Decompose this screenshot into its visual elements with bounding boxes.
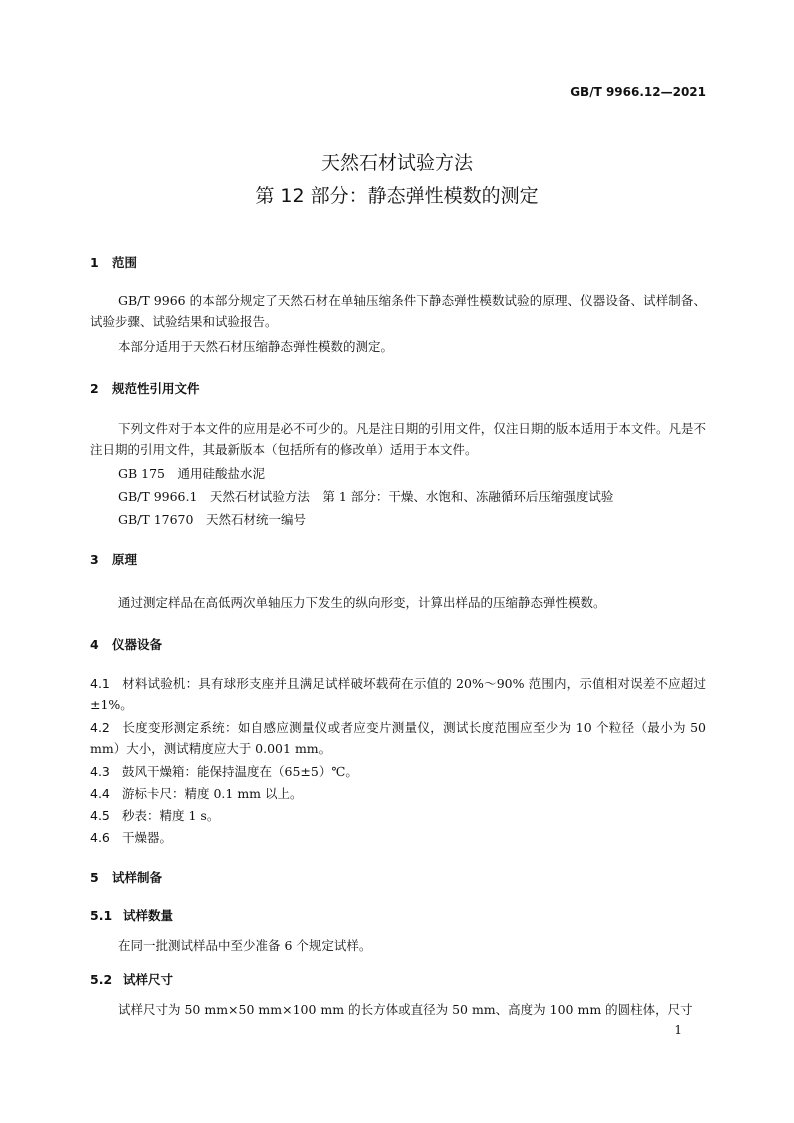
- equipment-item: [90, 783, 706, 804]
- section-number: 1: [90, 255, 99, 270]
- item-text: 长度变形测定系统：如自感应测量仪或者应变片测量仪，测试长度范围应至少为 10 个粒径（最小为 50 mm）大小，测试精度应大于 0.001 mm。: [90, 720, 706, 756]
- section-3-heading: [90, 550, 137, 568]
- section-title: 仪器设备: [112, 637, 163, 652]
- item-text: 材料试验机：具有球形支座并且满足试样破坏载荷在示值的 20%～90% 范围内，示值相对误差不应超过 ±1%。: [90, 676, 706, 712]
- equipment-item: [90, 761, 706, 782]
- item-number: 4.3: [90, 764, 110, 779]
- section-2-paragraph-1: 下列文件对于本文件的应用是必不可少的。凡是注日期的引用文件，仅注日期的版本适用于本文件。凡是不注日期的引用文件，其最新版本（包括所有的修改单）适用于本文件。: [90, 421, 706, 457]
- standard-number: GB/T 9966.12—2021: [570, 85, 706, 99]
- section-number: 4: [90, 637, 99, 652]
- section-1-heading: [90, 253, 137, 271]
- section-1-paragraph-2: 本部分适用于天然石材压缩静态弹性模数的测定。: [118, 339, 394, 354]
- item-number: 4.4: [90, 786, 110, 801]
- section-title: 范围: [112, 255, 138, 270]
- item-text: 鼓风干燥箱：能保持温度在（65±5）℃。: [122, 764, 358, 779]
- equipment-item: [90, 673, 706, 715]
- subsection-5-2-heading: [90, 970, 173, 988]
- page-number: 1: [674, 1023, 682, 1037]
- subsection-number: 5.2: [90, 972, 113, 987]
- equipment-item: [90, 805, 706, 826]
- item-number: 4.5: [90, 808, 110, 823]
- subsection-title: 试样尺寸: [123, 972, 174, 987]
- item-text: 秒表：精度 1 s。: [122, 808, 220, 823]
- item-number: 4.1: [90, 676, 110, 691]
- section-title: 试样制备: [112, 870, 163, 885]
- section-5-heading: [90, 868, 162, 886]
- item-text: 游标卡尺：精度 0.1 mm 以上。: [122, 786, 303, 801]
- subsection-title: 试样数量: [123, 908, 174, 923]
- item-number: 4.6: [90, 830, 110, 845]
- section-3-paragraph-1: 通过测定样品在高低两次单轴压力下发生的纵向形变，计算出样品的压缩静态弹性模数。: [118, 595, 606, 610]
- equipment-item: [90, 827, 706, 848]
- section-1-paragraph-1: GB/T 9966 的本部分规定了天然石材在单轴压缩条件下静态弹性模数试验的原理、仪器设备、试样制备、试验步骤、试验结果和试验报告。: [90, 293, 706, 329]
- section-number: 3: [90, 552, 99, 567]
- reference-item: GB/T 9966.1 天然石材试验方法 第 1 部分：干燥、水饱和、冻融循环后压缩强度试验: [118, 489, 614, 504]
- subsection-number: 5.1: [90, 908, 113, 923]
- equipment-item: [90, 717, 706, 759]
- section-4-heading: [90, 635, 162, 653]
- subsection-5-2-text: 试样尺寸为 50 mm×50 mm×100 mm 的长方体或直径为 50 mm、高度为 100 mm 的圆柱体，尺寸: [118, 1002, 693, 1017]
- section-2-heading: [90, 379, 200, 397]
- section-number: 2: [90, 381, 99, 396]
- reference-item: GB/T 17670 天然石材统一编号: [118, 512, 306, 527]
- document-title-line1: 天然石材试验方法: [320, 152, 473, 174]
- reference-item: GB 175 通用硅酸盐水泥: [118, 466, 266, 481]
- section-number: 5: [90, 870, 99, 885]
- subsection-5-1-text: 在同一批测试样品中至少准备 6 个规定试样。: [118, 938, 372, 953]
- document-title-line2: 第 12 部分：静态弹性模数的测定: [255, 185, 539, 207]
- section-title: 原理: [112, 552, 138, 567]
- item-number: 4.2: [90, 720, 110, 735]
- section-title: 规范性引用文件: [112, 381, 200, 396]
- item-text: 干燥器。: [122, 830, 173, 845]
- subsection-5-1-heading: [90, 906, 173, 924]
